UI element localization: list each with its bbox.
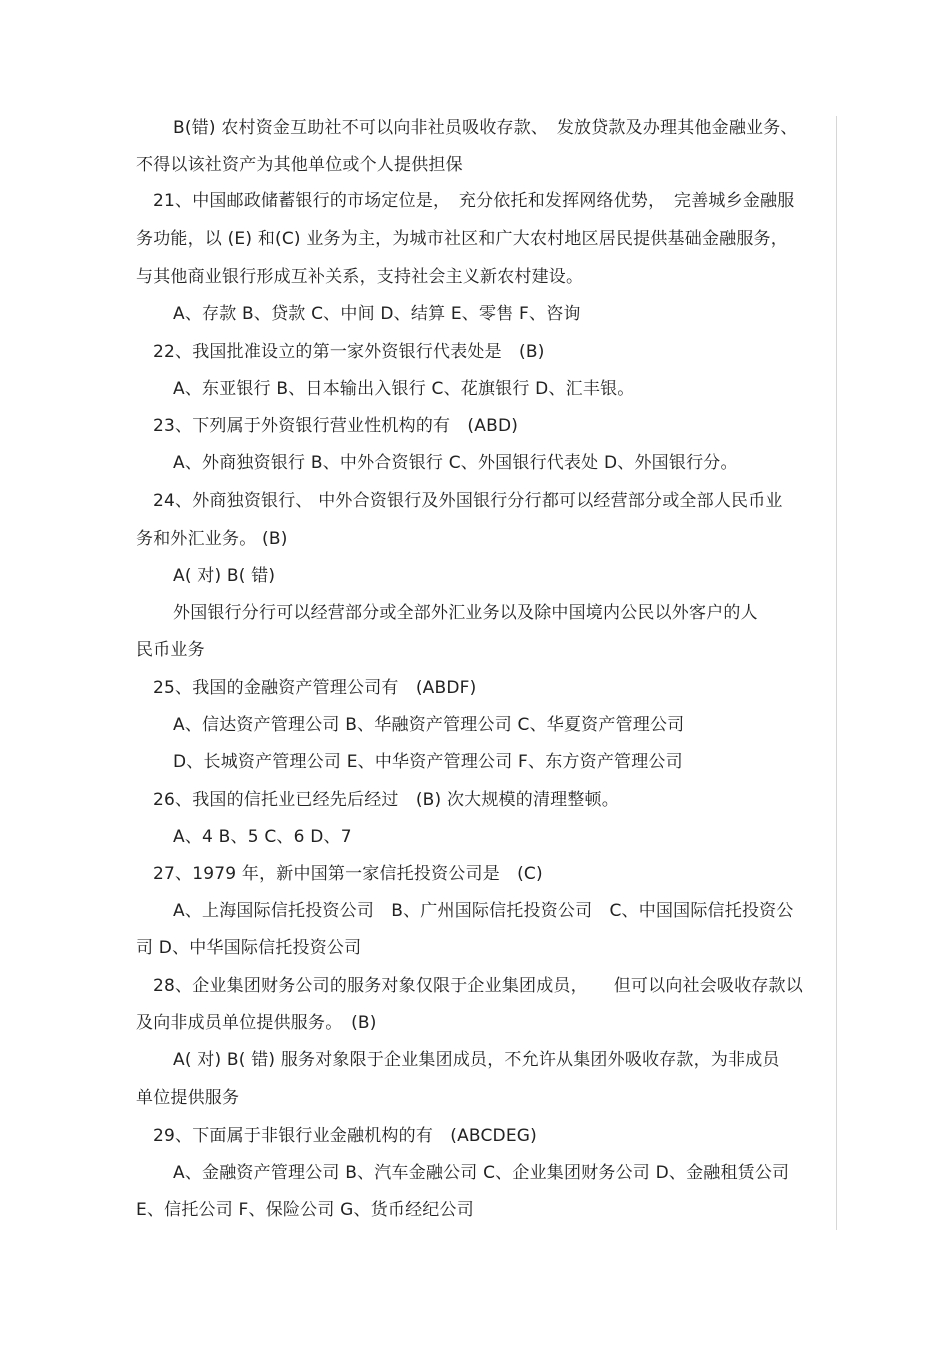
- question-28-cont: 及向非成员单位提供服务。 (B): [136, 1013, 377, 1033]
- options-27: A、上海国际信托投资公司 B、广州国际信托投资公司 C、中国国际信托投资公: [173, 901, 794, 921]
- question-21-cont-1: 务功能，以 (E) 和(C) 业务为主，为城市社区和广大农村地区居民提供基础金融服务，: [136, 229, 788, 249]
- question-27: 27、1979 年，新中国第一家信托投资公司是 (C): [153, 864, 543, 884]
- options-26: A、4 B、5 C、6 D、7: [173, 827, 352, 847]
- question-24-cont: 务和外汇业务。 (B): [136, 529, 288, 549]
- options-29-cont: E、信托公司 F、保险公司 G、货币经纪公司: [136, 1200, 474, 1220]
- answer-explanation-20-cont: 不得以该社资产为其他单位或个人提供担保: [136, 155, 463, 175]
- question-21-cont-2: 与其他商业银行形成互补关系，支持社会主义新农村建设。: [136, 267, 584, 287]
- options-29: A、金融资产管理公司 B、汽车金融公司 C、企业集团财务公司 D、金融租赁公司: [173, 1163, 790, 1183]
- question-25: 25、我国的金融资产管理公司有 (ABDF): [153, 678, 477, 698]
- options-23: A、外商独资银行 B、中外合资银行 C、外国银行代表处 D、外国银行分。: [173, 453, 738, 473]
- question-28: 28、企业集团财务公司的服务对象仅限于企业集团成员， 但可以向社会吸收存款以: [153, 976, 803, 996]
- question-26: 26、我国的信托业已经先后经过 (B) 次大规模的清理整顿。: [153, 790, 619, 810]
- options-28-cont: 单位提供服务: [136, 1088, 240, 1108]
- options-28: A( 对) B( 错) 服务对象限于企业集团成员，不允许从集团外吸收存款，为非成员: [173, 1050, 780, 1070]
- options-27-cont: 司 D、中华国际信托投资公司: [136, 938, 362, 958]
- answer-explanation-24: 外国银行分行可以经营部分或全部外汇业务以及除中国境内公民以外客户的人: [173, 603, 758, 623]
- options-25-row-1: A、信达资产管理公司 B、华融资产管理公司 C、华夏资产管理公司: [173, 715, 685, 735]
- answer-explanation-24-cont: 民币业务: [136, 640, 205, 660]
- question-23: 23、下列属于外资银行营业性机构的有 (ABD): [153, 416, 519, 436]
- answer-explanation-20: B(错) 农村资金互助社不可以向非社员吸收存款、 发放贷款及办理其他金融业务、: [173, 118, 798, 138]
- question-29: 29、下面属于非银行业金融机构的有 (ABCDEG): [153, 1126, 537, 1146]
- options-22: A、东亚银行 B、日本输出入银行 C、花旗银行 D、汇丰银。: [173, 379, 635, 399]
- options-21: A、存款 B、贷款 C、中间 D、结算 E、零售 F、咨询: [173, 304, 581, 324]
- question-22: 22、我国批准设立的第一家外资银行代表处是 (B): [153, 342, 545, 362]
- options-24: A( 对) B( 错): [173, 566, 276, 586]
- question-21: 21、中国邮政储蓄银行的市场定位是， 充分依托和发挥网络优势， 完善城乡金融服: [153, 191, 795, 211]
- question-24: 24、外商独资银行、 中外合资银行及外国银行分行都可以经营部分或全部人民币业: [153, 491, 783, 511]
- options-25-row-2: D、长城资产管理公司 E、中华资产管理公司 F、东方资产管理公司: [173, 752, 683, 772]
- right-margin-rule: [836, 116, 837, 1230]
